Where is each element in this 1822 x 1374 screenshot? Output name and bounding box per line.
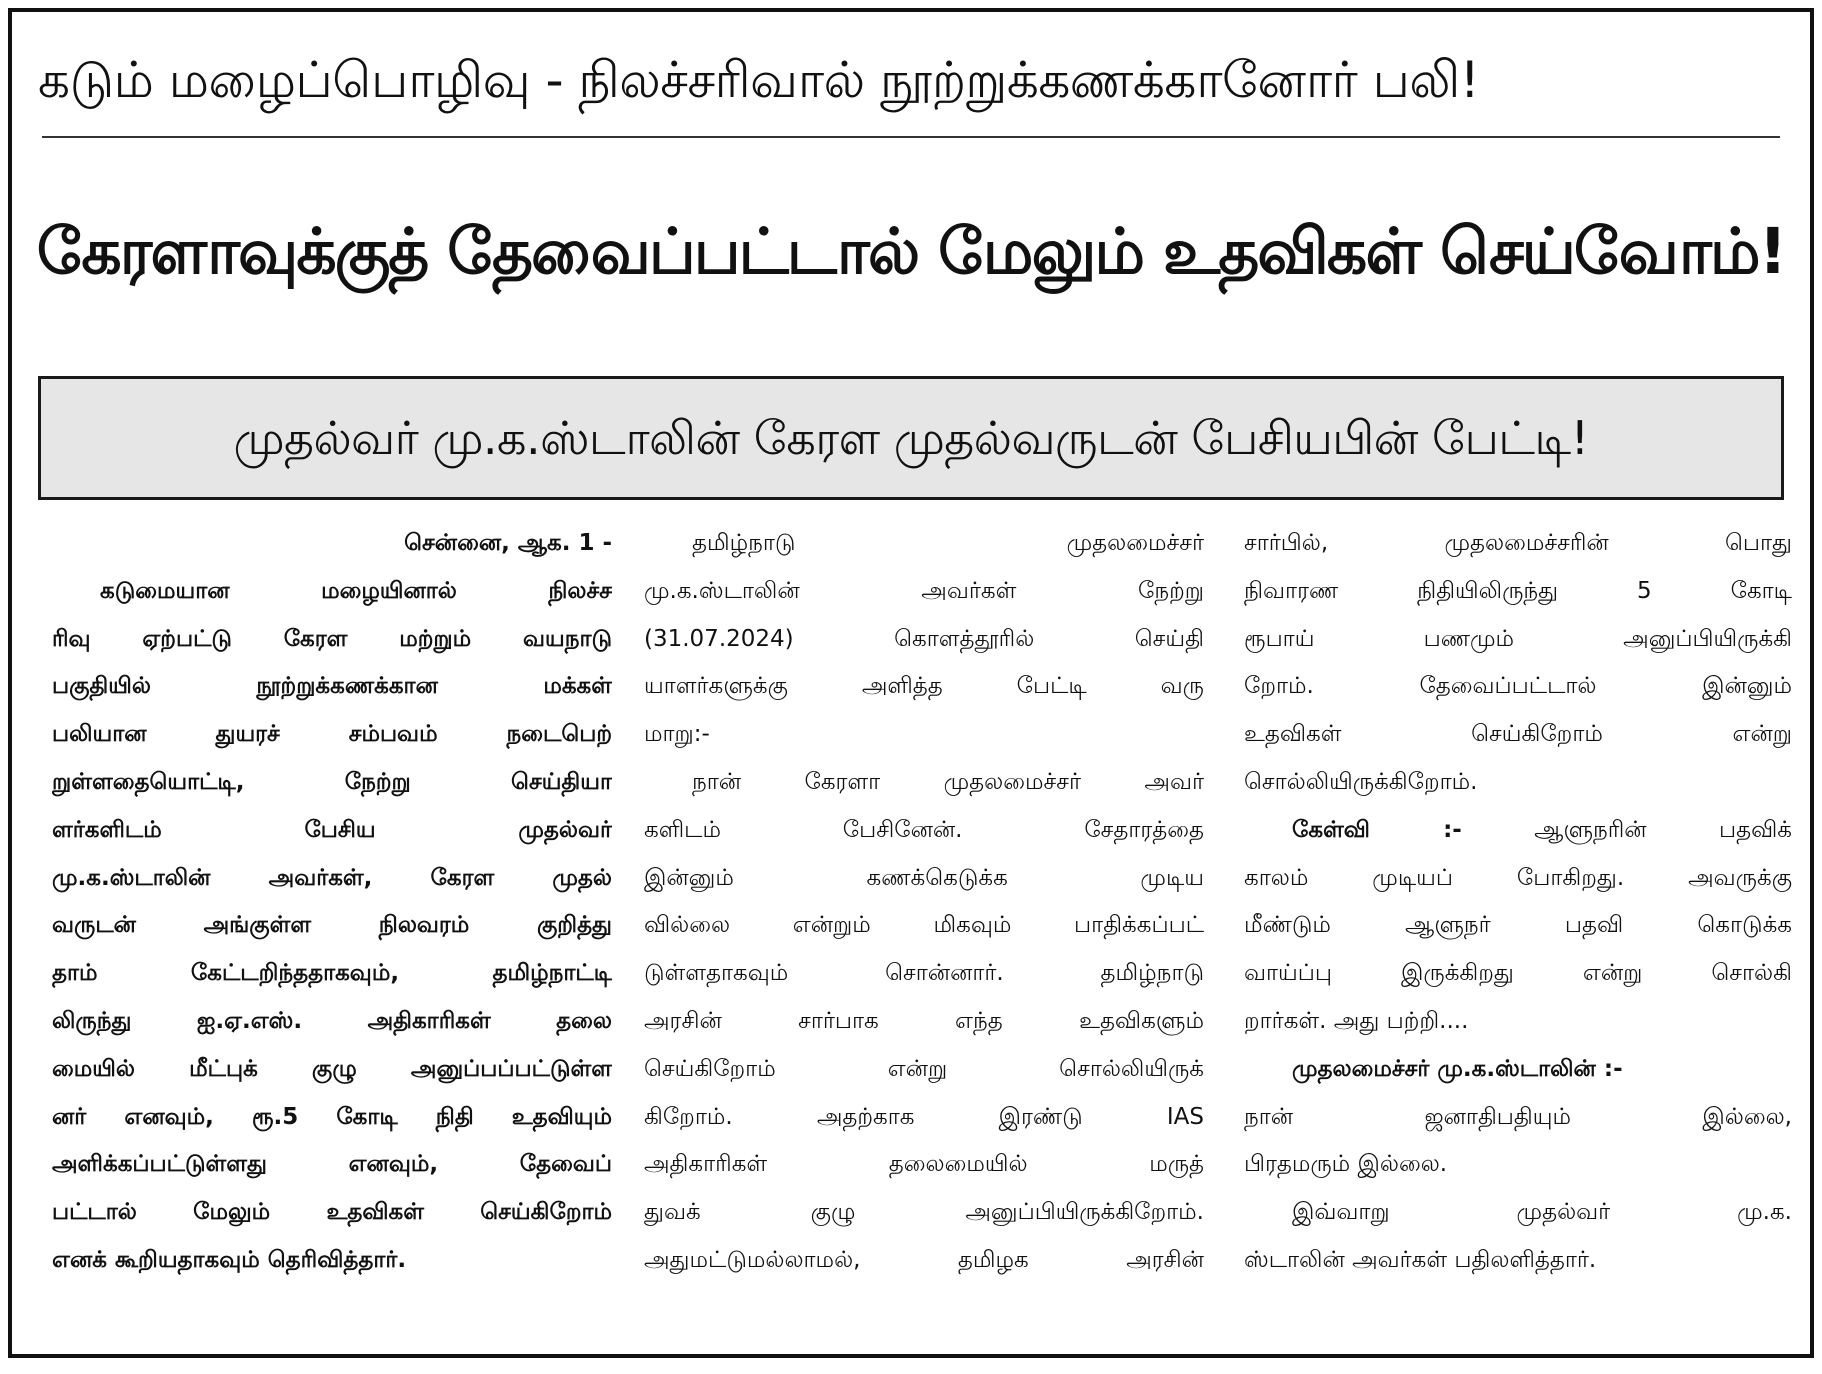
headline-divider [42, 136, 1780, 138]
column-line: கடுமையான மழையினால் நிலச்ச [100, 577, 612, 604]
column-line: நான் ஜனாதிபதியும் இல்லை, [1244, 1103, 1792, 1130]
article-column-2 [644, 520, 1204, 1285]
column-line: அளிக்கப்பட்டுள்ளது எனவும், தேவைப் [52, 1151, 612, 1178]
column-line: இன்னும் கணக்கெடுக்க முடிய [644, 864, 1204, 891]
column-line: களிடம் பேசினேன். சேதாரத்தை [644, 816, 1204, 843]
column-line: அதுமட்டுமல்லாமல், தமிழக அரசின் [644, 1246, 1204, 1273]
column-line: றோம். தேவைப்பட்டால் இன்னும் [1244, 673, 1792, 700]
column-line: துவக் குழு அனுப்பியிருக்கிறோம். [644, 1199, 1204, 1226]
column-line: நிவாரண நிதியிலிருந்து 5 கோடி [1244, 577, 1792, 604]
column-line: றார்கள். அது பற்றி.... [1244, 1007, 1469, 1034]
column-line: மையில் மீட்புக் குழு அனுப்பப்பட்டுள்ள [52, 1055, 612, 1082]
column-line: தாம் கேட்டறிந்ததாகவும், தமிழ்நாட்டி [52, 960, 612, 987]
column-line: யாளர்களுக்கு அளித்த பேட்டி வரு [644, 673, 1204, 700]
column-line: டுள்ளதாகவும் சொன்னார். தமிழ்நாடு [644, 960, 1204, 987]
article-column-1 [52, 520, 612, 1285]
column-line: சொல்லியிருக்கிறோம். [1244, 768, 1478, 795]
column-line: இவ்வாறு முதல்வர் மு.க. [1292, 1199, 1792, 1226]
column-line: பலியான துயரச் சம்பவம் நடைபெற் [52, 721, 612, 748]
column-line: வருடன் அங்குள்ள நிலவரம் குறித்து [52, 912, 612, 939]
main-headline: கேரளாவுக்குத் தேவைப்பட்டால் மேலும் உதவிகள் செய்வோம்! [36, 215, 1786, 288]
answer-label: முதலமைச்சர் மு.க.ஸ்டாலின் :- [1292, 1055, 1623, 1082]
newspaper-clipping [8, 8, 1814, 1358]
column-line: றுள்ளதையொட்டி, நேற்று செய்தியா [52, 768, 612, 795]
question-text: ஆளுநரின் பதவிக் [1534, 816, 1792, 843]
column-line: தமிழ்நாடு முதலமைச்சர் [692, 530, 1204, 556]
question-line [1244, 807, 1792, 855]
column-line: கிறோம். அதற்காக இரண்டு IAS [644, 1103, 1204, 1130]
column-line: ளர்களிடம் பேசிய முதல்வர் [52, 816, 612, 843]
column-line: அரசின் சார்பாக எந்த உதவிகளும் [644, 1007, 1204, 1034]
column-line: காலம் முடியப் போகிறது. அவருக்கு [1244, 864, 1792, 891]
column-line: பட்டால் மேலும் உதவிகள் செய்கிறோம் [52, 1199, 612, 1226]
column-line: வில்லை என்றும் மிகவும் பாதிக்கப்பட் [644, 912, 1204, 939]
column-line: வாய்ப்பு இருக்கிறது என்று சொல்கி [1244, 960, 1792, 987]
column-line: ரிவு ஏற்பட்டு கேரள மற்றும் வயநாடு [52, 625, 612, 652]
column-line: ஸ்டாலின் அவர்கள் பதிலளித்தார். [1244, 1246, 1597, 1273]
question-label: கேள்வி :- [1292, 816, 1462, 843]
column-line: உதவிகள் செய்கிறோம் என்று [1244, 721, 1792, 748]
column-line: மீண்டும் ஆளுநர் பதவி கொடுக்க [1244, 912, 1792, 939]
article-column-3 [1244, 520, 1792, 1285]
column-line: ரூபாய் பணமும் அனுப்பியிருக்கி [1244, 625, 1792, 652]
column-line: பகுதியில் நூற்றுக்கணக்கான மக்கள் [52, 673, 612, 700]
column-line: செய்கிறோம் என்று சொல்லியிருக் [644, 1055, 1204, 1082]
subheadline: முதல்வர் மு.க.ஸ்டாலின் கேரள முதல்வருடன் பேசியபின் பேட்டி! [233, 411, 1589, 465]
column-line: சார்பில், முதலமைச்சரின் பொது [1244, 530, 1792, 556]
column-line: லிருந்து ஐ.ஏ.எஸ். அதிகாரிகள் தலை [52, 1007, 612, 1034]
column-line: (31.07.2024) கொளத்தூரில் செய்தி [644, 625, 1204, 652]
column-line: மு.க.ஸ்டாலின் அவர்கள் நேற்று [644, 577, 1204, 604]
column-line: னர் எனவும், ரூ.5 கோடி நிதி உதவியும் [52, 1103, 612, 1130]
column-line: எனக் கூறியதாகவும் தெரிவித்தார். [52, 1246, 407, 1273]
column-line: நான் கேரளா முதலமைச்சர் அவர் [692, 768, 1204, 795]
column-line: அதிகாரிகள் தலைமையில் மருத் [644, 1151, 1204, 1178]
kicker-headline: கடும் மழைப்பொழிவு - நிலச்சரிவால் நூற்றுக்கணக்கானோர் பலி! [38, 51, 1480, 109]
column-line: மு.க.ஸ்டாலின் அவர்கள், கேரள முதல் [52, 864, 612, 891]
subheadline-box [38, 376, 1784, 500]
column-line: பிரதமரும் இல்லை. [1244, 1151, 1448, 1178]
dateline: சென்னை, ஆக. 1 - [404, 530, 612, 556]
column-line: மாறு:- [644, 721, 710, 748]
